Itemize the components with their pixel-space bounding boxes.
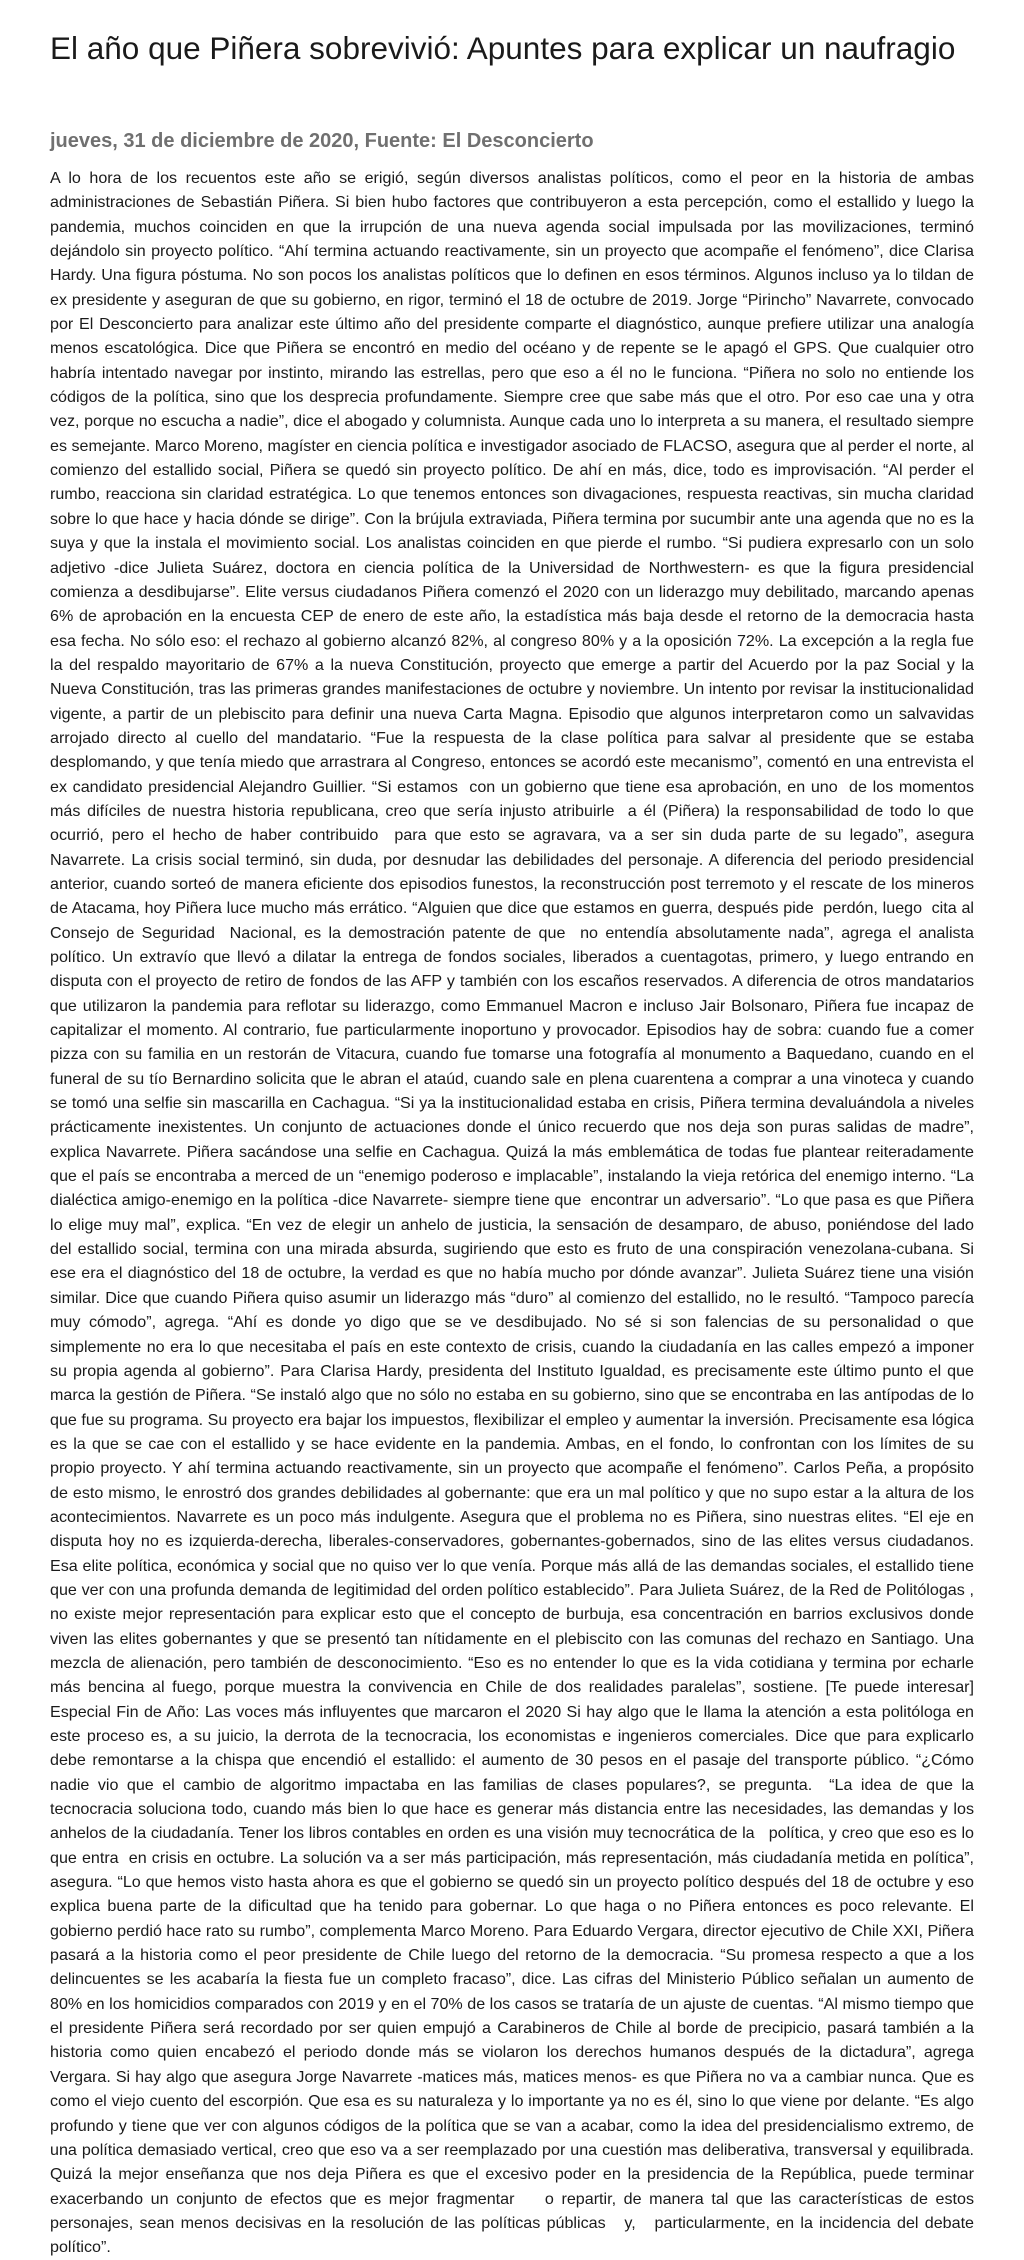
article-body: A lo hora de los recuentos este año se erigió, según diversos analistas políticos, como el peor en la historia de ambas administraciones de Sebastián Piñera. Si bien hubo factores que contribuyeron a esta percepción, como el estallido y luego la pandemia, muchos coinciden en que la irrupción de una nueva agenda social impulsada por las movilizaciones, terminó dejándolo sin proyecto político. “Ahí termina actuando reactivamente, sin un proyecto que acompañe el fenómeno”, dice Clarisa Hardy. Una figura póstuma. No son pocos los analistas políticos que lo definen en esos términos. Algunos incluso ya lo tildan de ex presidente y aseguran de que su gobierno, en rigor, terminó el 18 de octubre de 2019. Jorge “Pirincho” Navarrete, convocado por El Desconcierto para analizar este último año del presidente comparte el diagnóstico, aunque prefiere utilizar una analogía menos escatológica. Dice que Piñera se encontró en medio del océano y de repente se le apagó el GPS. Que cualquier otro habría intentado navegar por instinto, mirando las estrellas, pero que eso a él no le funciona. “Piñera no solo no entiende los códigos de la política, sino que los desprecia profundamente. Siempre cree que sabe más que el otro. Por eso cae una y otra vez, porque no escucha a nadie”, dice el abogado y columnista. Aunque cada uno lo interpreta a su manera, el resultado siempre es semejante. Marco Moreno, magíster en ciencia política e investigador asociado de FLACSO, asegura que al perder el norte, al comienzo del estallido social, Piñera se quedó sin proyecto político. De ahí en más, dice, todo es improvisación. “Al perder el rumbo, reacciona sin claridad estratégica. Lo que tenemos entonces son divagaciones, respuesta reactivas, sin mucha claridad sobre lo que hace y hacia dónde se dirige”. Con la brújula extraviada, Piñera termina por sucumbir ante una agenda que no es la suya y que la instala el movimiento social. Los analistas coinciden en que pierde el rumbo. “Si pudiera expresarlo con un solo adjetivo -dice Julieta Suárez, doctora en ciencia política de la Universidad de Northwestern- es que la figura presidencial comienza a desdibujarse”. Elite versus ciudadanos Piñera comenzó el 2020 con un liderazgo muy debilitado, marcando apenas 6% de aprobación en la encuesta CEP de enero de este año, la estadística más baja desde el retorno de la democracia hasta esa fecha. No sólo eso: el rechazo al gobierno alcanzó 82%, al congreso 80% y a la oposición 72%. La excepción a la regla fue la del respaldo mayoritario de 67% a la nueva Constitución, proyecto que emerge a partir del Acuerdo por la paz Social y la Nueva Constitución, tras las primeras grandes manifestaciones de octubre y noviembre. Un intento por revisar la institucionalidad vigente, a partir de un plebiscito para definir una nueva Carta Magna. Episodio que algunos interpretaron como un salvavidas arrojado directo al cuello del mandatario. “Fue la respuesta de la clase política para salvar al presidente que se estaba desplomando, y que tenía miedo que arrastrara al Congreso, entonces se acordó este mecanismo”, comentó en una entrevista el ex candidato presidencial Alejandro Guillier. “Si estamos con un gobierno que tiene esa aprobación, en uno de los momentos más difíciles de nuestra historia republicana, creo que sería injusto atribuirle a él (Piñera) la responsabilidad de todo lo que ocurrió, pero el hecho de haber contribuido para que esto se agravara, va a ser sin duda parte de su legado”, asegura Navarrete. La crisis social terminó, sin duda, por desnudar las debilidades del personaje. A diferencia del periodo presidencial anterior, cuando sorteó de manera eficiente dos episodios funestos, la reconstrucción post terremoto y el rescate de los mineros de Atacama, hoy Piñera luce mucho más errático. “Alguien que dice que estamos en guerra, después pide perdón, luego cita al Consejo de Seguridad Nacional, es la demostración patente de que no entendía absolutamente nada”, agrega el analista político. Un extravío que llevó a dilatar la entrega de fondos sociales, liberados a cuentagotas, primero, y luego entrando en disputa con el proyecto de retiro de fondos de las AFP y también con los escaños reservados. A diferencia de otros mandatarios que utilizaron la pandemia para reflotar su liderazgo, como Emmanuel Macron e incluso Jair Bolsonaro, Piñera fue incapaz de capitalizar el momento. Al contrario, fue particularmente inoportuno y provocador. Episodios hay de sobra: cuando fue a comer pizza con su familia en un restorán de Vitacura, cuando fue tomarse una fotografía al monumento a Baquedano, cuando en el funeral de su tío Bernardino solicita que le abran el ataúd, cuando sale en plena cuarentena a comprar a una vinoteca y cuando se tomó una selfie sin mascarilla en Cachagua. “Si ya la institucionalidad estaba en crisis, Piñera termina devaluándola a niveles prácticamente inexistentes. Un conjunto de actuaciones donde el único recuerdo que nos deja son puras salidas de madre”, explica Navarrete. Piñera sacándose una selfie en Cachagua. Quizá la más emblemática de todas fue plantear reiteradamente que el país se encontraba a merced de un “enemigo poderoso e implacable”, instalando la vieja retórica del enemigo interno. “La dialéctica amigo-enemigo en la política -dice Navarrete- siempre tiene que encontrar un adversario”. “Lo que pasa es que Piñera lo elige muy mal”, explica. “En vez de elegir un anhelo de justicia, la sensación de desamparo, de abuso, poniéndose del lado del estallido social, termina con una mirada absurda, sugiriendo que esto es fruto de una conspiración venezolana-cubana. Si ese era el diagnóstico del 18 de octubre, la verdad es que no había mucho por dónde avanzar”. Julieta Suárez tiene una visión similar. Dice que cuando Piñera quiso asumir un liderazgo más “duro” al comienzo del estallido, no le resultó. “Tampoco parecía muy cómodo”, agrega. “Ahí es donde yo digo que se ve desdibujado. No sé si son falencias de su personalidad o que simplemente no era lo que necesitaba el país en este contexto de crisis, cuando la ciudadanía en las calles empezó a imponer su propia agenda al gobierno”. Para Clarisa Hardy, presidenta del Instituto Igualdad, es precisamente este último punto el que marca la gestión de Piñera. “Se instaló algo que no sólo no estaba en su gobierno, sino que se encontraba en las antípodas de lo que fue su programa. Su proyecto era bajar los impuestos, flexibilizar el empleo y aumentar la inversión. Precisamente esa lógica es la que se cae con el estallido y se hace evidente en la pandemia. Ambas, en el fondo, lo confrontan con los límites de su propio proyecto. Y ahí termina actuando reactivamente, sin un proyecto que acompañe el fenómeno”. Carlos Peña, a propósito de esto mismo, le enrostró dos grandes debilidades al gobernante: que era un mal político y que no supo estar a la altura de los acontecimientos. Navarrete es un poco más indulgente. Asegura que el problema no es Piñera, sino nuestras elites. “El eje en disputa hoy no es izquierda-derecha, liberales-conservadores, gobernantes-gobernados, sino de las elites versus ciudadanos. Esa elite política, económica y social que no quiso ver lo que venía. Porque más allá de las demandas sociales, el estallido tiene que ver con una profunda demanda de legitimidad del orden político establecido”. Para Julieta Suárez, de la Red de Politólogas , no existe mejor representación para explicar esto que el concepto de burbuja, esa concentración en barrios exclusivos donde viven las elites gobernantes y que se presentó tan nítidamente en el plebiscito con las comunas del rechazo en Santiago. Una mezcla de alienación, pero también de desconocimiento. “Eso es no entender lo que es la vida cotidiana y termina por echarle más bencina al fuego, porque muestra la convivencia en Chile de dos realidades paralelas”, sostiene. [Te puede interesar] Especial Fin de Año: Las voces más influyentes que marcaron el 2020 Si hay algo que le llama la atención a esta politóloga en este proceso es, a su juicio, la derrota de la tecnocracia, los economistas e ingenieros comerciales. Dice que para explicarlo debe remontarse a la chispa que encendió el estallido: el aumento de 30 pesos en el pasaje del transporte público. “¿Cómo nadie vio que el cambio de algoritmo impactaba en las familias de clases populares?, se pregunta. “La idea de que la tecnocracia soluciona todo, cuando más bien lo que hace es generar más distancia entre las necesidades, las demandas y los anhelos de la ciudadanía. Tener los libros contables en orden es una visión muy tecnocrática de la política, y creo que eso es lo que entra en crisis en octubre. La solución va a ser más participación, más representación, más ciudadanía metida en política”, asegura. “Lo que hemos visto hasta ahora es que el gobierno se quedó sin un proyecto político después del 18 de octubre y eso explica buena parte de la dificultad que ha tenido para gobernar. Lo que haga o no Piñera entonces es poco relevante. El gobierno perdió hace rato su rumbo”, complementa Marco Moreno. Para Eduardo Vergara, director ejecutivo de Chile XXI, Piñera pasará a la historia como el peor presidente de Chile luego del retorno de la democracia. “Su promesa respecto a que a los delincuentes se les acabaría la fiesta fue un completo fracaso”, dice. Las cifras del Ministerio Público señalan un aumento de 80% en los homicidios comparados con 2019 y en el 70% de los casos se trataría de un ajuste de cuentas. “Al mismo tiempo que el presidente Piñera será recordado por ser quien empujó a Carabineros de Chile al borde de precipicio, pasará también a la historia como quien encabezó el periodo donde más se violaron los derechos humanos después de la dictadura”, agrega Vergara. Si hay algo que asegura Jorge Navarrete -matices más, matices menos- es que Piñera no va a cambiar nunca. Que es como el viejo cuento del escorpión. Que esa es su naturaleza y lo importante ya no es él, sino lo que viene por delante. “Es algo profundo y tiene que ver con algunos códigos de la política que se van a acabar, como la idea del presidencialismo extremo, de una política demasiado vertical, creo que eso va a ser reemplazado por una cuestión mas deliberativa, transversal y equilibrada. Quizá la mejor enseñanza que nos deja Piñera es que el excesivo poder en la presidencia de la República, puede terminar exacerbando un conjunto de efectos que es mejor fragmentar o repartir, de manera tal que las características de estos personajes, sean menos decisivas en la resolución de las políticas públicas y, particularmente, en la incidencia del debate político”.: [50, 169, 983, 2257]
article-title: El año que Piñera sobrevivió: Apuntes para explicar un naufragio: [50, 30, 956, 66]
article-date-source: jueves, 31 de diciembre de 2020, Fuente: El Desconcierto: [50, 130, 594, 152]
